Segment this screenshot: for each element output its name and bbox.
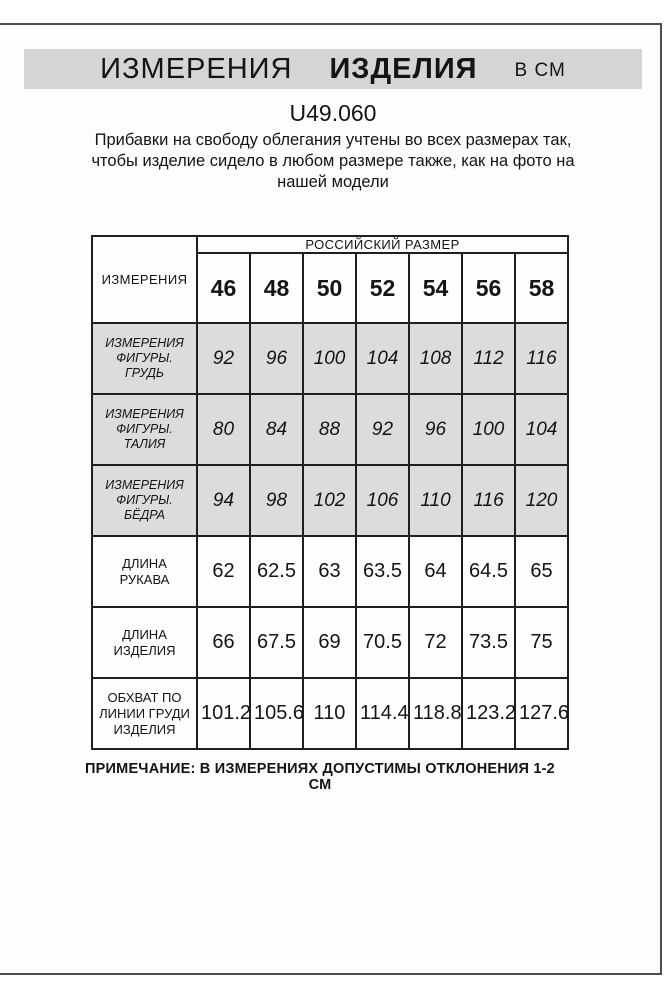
value-cell: 94 bbox=[197, 465, 250, 536]
value-cell: 96 bbox=[250, 323, 303, 394]
value-cell: 108 bbox=[409, 323, 462, 394]
value-cell: 62.5 bbox=[250, 536, 303, 607]
value-cell: 72 bbox=[409, 607, 462, 678]
value-cell: 112 bbox=[462, 323, 515, 394]
row-label-cell: ИЗМЕРЕНИЯ ФИГУРЫ. ГРУДЬ bbox=[92, 323, 197, 394]
value-cell: 92 bbox=[197, 323, 250, 394]
size-header-cell: 58 bbox=[515, 253, 568, 323]
value-cell: 100 bbox=[462, 394, 515, 465]
group-header-cell: РОССИЙСКИЙ РАЗМЕР bbox=[197, 236, 568, 253]
article-code: U49.060 bbox=[289, 100, 377, 126]
value-cell: 69 bbox=[303, 607, 356, 678]
header-bar bbox=[24, 49, 642, 89]
size-header-cell: 48 bbox=[250, 253, 303, 323]
table-row-item-chest-girth bbox=[92, 678, 568, 749]
size-header-cell: 46 bbox=[197, 253, 250, 323]
value-cell: 114.4 bbox=[356, 678, 409, 749]
size-header-cell: 52 bbox=[356, 253, 409, 323]
value-cell: 123.2 bbox=[462, 678, 515, 749]
value-cell: 65 bbox=[515, 536, 568, 607]
table-row-figure-waist bbox=[92, 394, 568, 465]
value-cell: 63 bbox=[303, 536, 356, 607]
row-label-cell: ИЗМЕРЕНИЯ ФИГУРЫ. БЁДРА bbox=[92, 465, 197, 536]
value-cell: 118.8 bbox=[409, 678, 462, 749]
value-cell: 116 bbox=[462, 465, 515, 536]
row-label-cell: ДЛИНА РУКАВА bbox=[92, 536, 197, 607]
value-cell: 116 bbox=[515, 323, 568, 394]
value-cell: 110 bbox=[303, 678, 356, 749]
value-cell: 64.5 bbox=[462, 536, 515, 607]
value-cell: 120 bbox=[515, 465, 568, 536]
value-cell: 101.2 bbox=[197, 678, 250, 749]
table-header-row-group bbox=[92, 236, 568, 253]
value-cell: 110 bbox=[409, 465, 462, 536]
value-cell: 104 bbox=[356, 323, 409, 394]
value-cell: 96 bbox=[409, 394, 462, 465]
value-cell: 63.5 bbox=[356, 536, 409, 607]
value-cell: 100 bbox=[303, 323, 356, 394]
tolerance-note: ПРИМЕЧАНИЕ: В ИЗМЕРЕНИЯХ ДОПУСТИМЫ ОТКЛОНЕНИЯ 1-2 СМ bbox=[85, 761, 555, 793]
value-cell: 102 bbox=[303, 465, 356, 536]
value-cell: 105.6 bbox=[250, 678, 303, 749]
value-cell: 66 bbox=[197, 607, 250, 678]
header-title-measurements: ИЗМЕРЕНИЯ bbox=[100, 52, 293, 85]
value-cell: 73.5 bbox=[462, 607, 515, 678]
table-row-figure-chest bbox=[92, 323, 568, 394]
size-header-cell: 50 bbox=[303, 253, 356, 323]
size-table bbox=[91, 235, 569, 750]
value-cell: 64 bbox=[409, 536, 462, 607]
value-cell: 80 bbox=[197, 394, 250, 465]
value-cell: 88 bbox=[303, 394, 356, 465]
row-label-cell: ДЛИНА ИЗДЕЛИЯ bbox=[92, 607, 197, 678]
size-header-cell: 56 bbox=[462, 253, 515, 323]
value-cell: 84 bbox=[250, 394, 303, 465]
table-row-figure-hips bbox=[92, 465, 568, 536]
value-cell: 62 bbox=[197, 536, 250, 607]
value-cell: 75 bbox=[515, 607, 568, 678]
value-cell: 106 bbox=[356, 465, 409, 536]
row-label-cell: ИЗМЕРЕНИЯ ФИГУРЫ. ТАЛИЯ bbox=[92, 394, 197, 465]
corner-header-cell: ИЗМЕРЕНИЯ bbox=[92, 236, 197, 323]
table-row-item-length bbox=[92, 607, 568, 678]
table-row-sleeve-length bbox=[92, 536, 568, 607]
header-title-garment: ИЗДЕЛИЯ bbox=[329, 52, 478, 85]
size-header-cell: 54 bbox=[409, 253, 462, 323]
value-cell: 70.5 bbox=[356, 607, 409, 678]
value-cell: 104 bbox=[515, 394, 568, 465]
value-cell: 67.5 bbox=[250, 607, 303, 678]
value-cell: 127.6 bbox=[515, 678, 568, 749]
value-cell: 98 bbox=[250, 465, 303, 536]
header-unit-label: В СМ bbox=[514, 59, 566, 81]
row-label-cell: ОБХВАТ ПО ЛИНИИ ГРУДИ ИЗДЕЛИЯ bbox=[92, 678, 197, 749]
value-cell: 92 bbox=[356, 394, 409, 465]
fit-description: Прибавки на свободу облегания учтены во всех размерах так, чтобы изделие сидело в любом размере также, как на фото на нашей модели bbox=[91, 131, 575, 191]
